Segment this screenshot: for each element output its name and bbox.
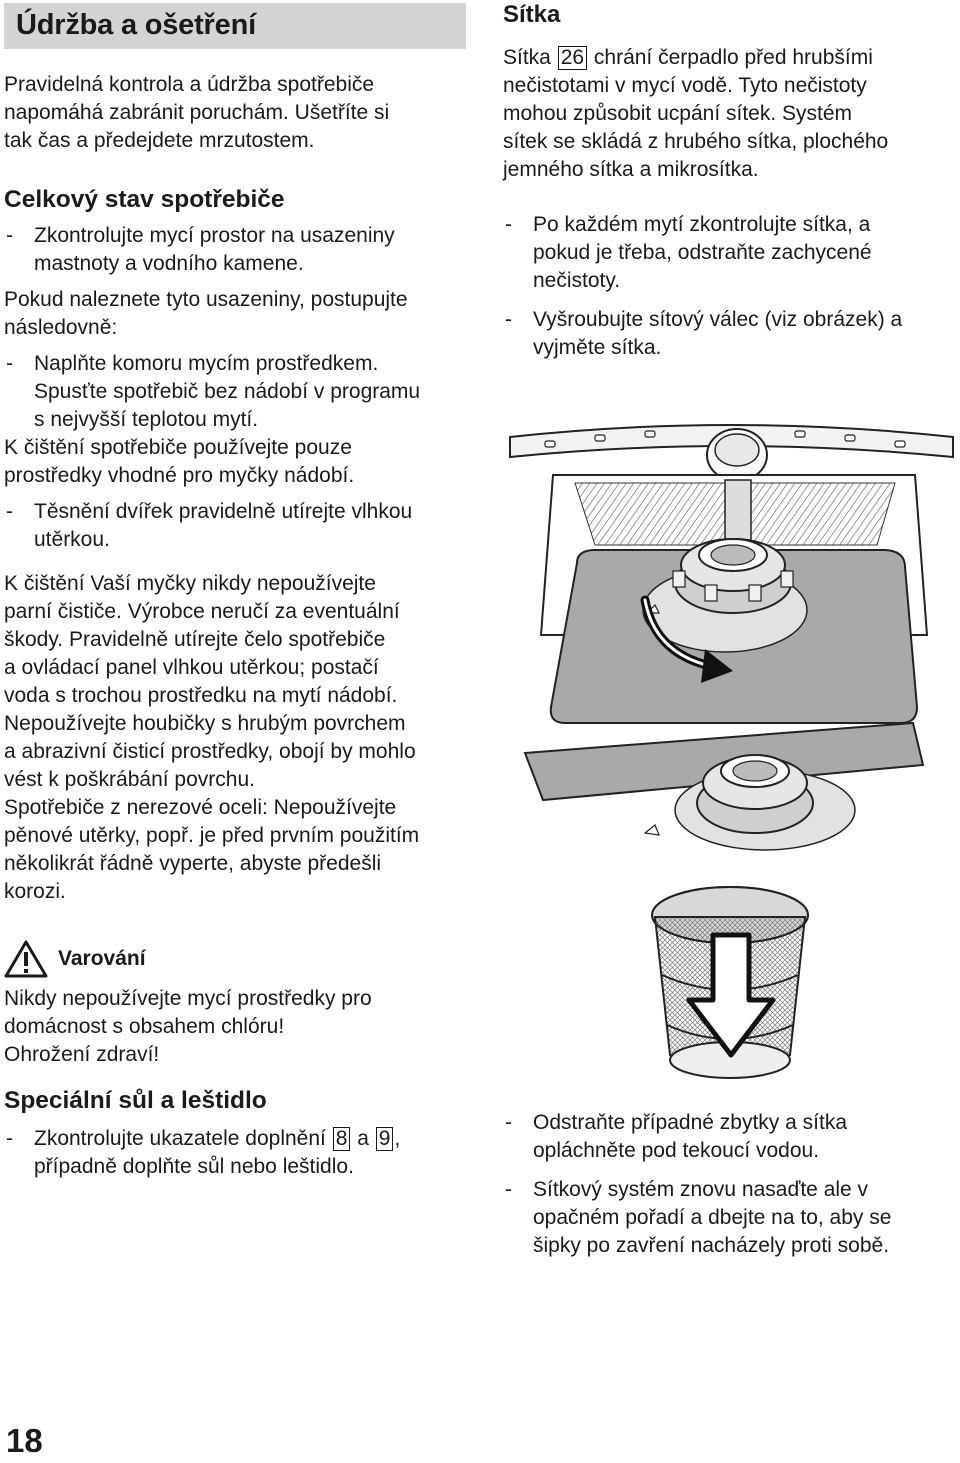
warning-triangle-icon <box>4 940 48 978</box>
cleaning-products-paragraph: K čištění spotřebiče používejte pouze prostředky vhodné pro myčky nádobí. <box>4 436 355 487</box>
filter-system-illustration <box>505 405 958 1100</box>
deposits-paragraph: Pokud naleznete tyto usazeniny, postupujte následovně: <box>4 288 408 339</box>
section-title-filters: Sítka <box>503 1 561 28</box>
list-item-unscrew-cylinder: - Vyšroubujte sítový válec (viz obrázek) a vyjměte sítka. <box>505 308 903 359</box>
list-item-rinse-filters: - Odstraňte případné zbytky a sítka opláchněte pod tekoucí vodou. <box>505 1111 847 1162</box>
spray-arm <box>510 425 953 481</box>
section-title-general: Celkový stav spotřebiče <box>4 186 285 213</box>
indicator-number-8: 8 <box>333 1127 351 1151</box>
intro-paragraph: Pravidelná kontrola a údržba spotřebiče napomáhá zabránit poruchám. Ušetříte si tak čas a předejdete mrzutostem. <box>4 73 390 152</box>
filter-cylinder-lifted <box>697 755 813 833</box>
warning-label: Varování <box>58 947 146 970</box>
list-item-reinsert-filters: - Sítkový systém znovu nasaďte ale v opačném pořadí a dbejte na to, aby se šipky po zavření nacházely proti sobě. <box>505 1178 892 1257</box>
list-item-check-indicators: - Zkontrolujte ukazatele doplnění 8 a 9 , případně doplňte sůl nebo leštidlo. <box>6 1127 401 1178</box>
list-item-check-filters: - Po každém mytí zkontrolujte sítka, a pokud je třeba, odstraňte zachycené nečistoty. <box>505 213 872 292</box>
list-item-fill-detergent: - Naplňte komoru mycím prostředkem. Spusťte spotřebič bez nádobí v programu s nejvyšší teplotou mytí. <box>6 352 421 431</box>
section-title-salt-rinse: Speciální sůl a leštidlo <box>4 1087 267 1114</box>
title-bar <box>4 3 466 49</box>
warning-text: Nikdy nepoužívejte mycí prostředky pro domácnost s obsahem chlóru! Ohrožení zdraví! <box>4 987 372 1066</box>
page-number: 18 <box>6 1422 43 1459</box>
warning-header <box>4 940 146 978</box>
indicator-number-9: 9 <box>376 1127 394 1151</box>
filter-number-26: 26 <box>558 46 587 70</box>
list-item-check-deposits: - Zkontrolujte mycí prostor na usazeniny mastnoty a vodního kamene. <box>6 224 395 275</box>
page-title: Údržba a ošetření <box>16 9 256 41</box>
filters-paragraph: Sítka 26 chrání čerpadlo před hrubšími nečistotami v mycí vodě. Tyto nečistoty mohou způsobit ucpání sítek. Systém sítek se skládá z hrubého sítka, plochého jemného sítka a mikrosítka. <box>503 46 889 181</box>
care-paragraph: K čištění Vaší myčky nikdy nepoužívejte parní čističe. Výrobce neručí za eventuální škody. Pravidelně utírejte čelo spotřebiče a ovládací panel vlhkou utěrkou; postačí voda s trochou prostředku na mytí nádobí. Nepoužívejte houbičky s hrubým povrchem a abrazivní čisticí prostředky, obojí by mohlo vést k poškrábání povrchu. Spotřebiče z nerezové oceli: Nepoužívejte pěnové utěrky, popř. je před prvním použitím několikrát řádně vyperte, abyste předešli korozi. <box>4 572 420 903</box>
list-item-door-seal: - Těsnění dvířek pravidelně utírejte vlhkou utěrkou. <box>6 500 413 551</box>
